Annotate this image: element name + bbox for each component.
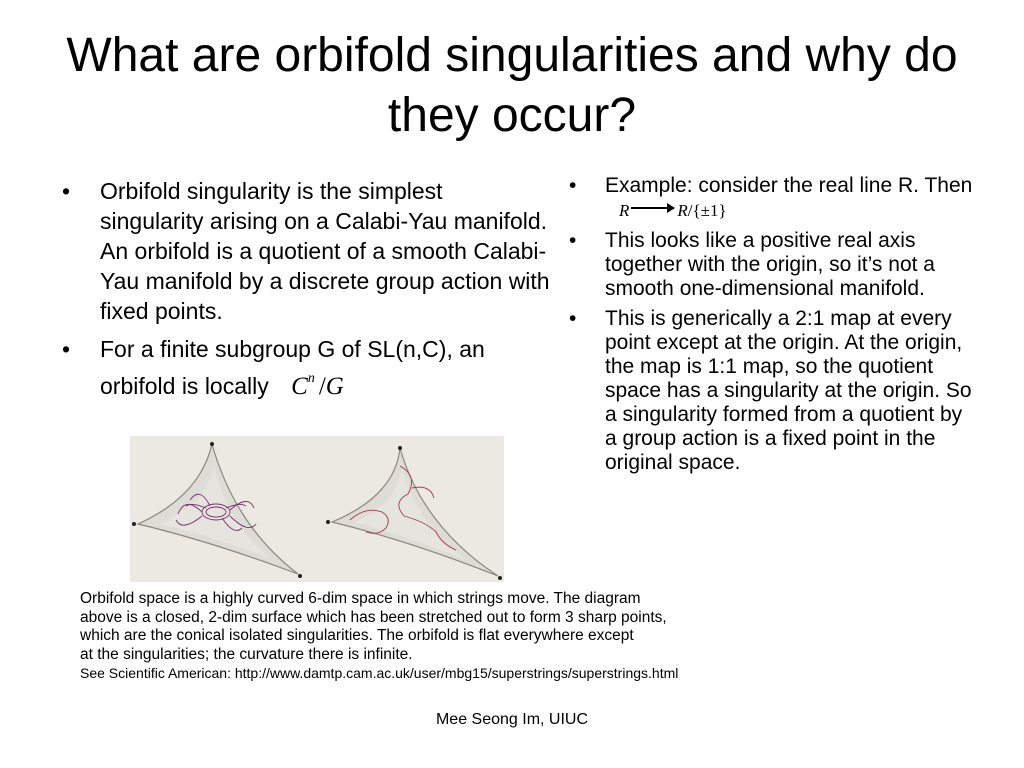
map-source: R <box>619 201 630 220</box>
quotient-map-formula <box>619 199 727 223</box>
map-target: R <box>677 201 688 220</box>
right-bullet-item <box>565 174 975 223</box>
bullet-marker: • <box>62 336 71 362</box>
left-bullet-text: Orbifold singularity is the simplest singularity arising on a Calabi-Yau manifold. An orbifold is a quotient of a smooth Calabi-Yau manifold by a discrete group action with fixed points. <box>100 178 550 324</box>
left-bullet-text: For a finite subgroup G of SL(n,C), an orbifold is locally <box>100 336 485 399</box>
formula-slash: / <box>318 373 326 400</box>
right-bullet-item <box>565 307 975 475</box>
cn-mod-g-formula <box>291 364 344 402</box>
author-credit: Mee Seong Im, UIUC <box>435 711 589 728</box>
right-bullet-text: This looks like a positive real axis together with the origin, so it’s not a smooth one-dimensional manifold. <box>605 229 935 300</box>
map-arrow-icon <box>631 203 675 213</box>
formula-base: C <box>291 373 308 400</box>
caption-line: at the singularities; the curvature there is infinite. <box>80 645 413 663</box>
left-bullet-list <box>58 176 550 402</box>
formula-exponent: n <box>307 371 315 386</box>
bullet-marker: • <box>569 229 577 252</box>
orbifold-surface-drawing <box>130 436 504 582</box>
right-bullet-text: This is generically a 2:1 map at every point except at the origin. At the origin, the map is 1:1 map, so the quotient space has a singularity at the origin. So a singularity formed from a quotient by a group action is a fixed point in the original space. <box>605 307 972 474</box>
reference-link[interactable]: See Scientific American: http://www.damtp.cam.ac.uk/user/mbg15/superstrings/superstrings.html <box>80 665 679 681</box>
caption-line: above is a closed, 2-dim surface which has been stretched out to form 3 sharp points, <box>80 608 667 626</box>
bullet-marker: • <box>62 178 71 204</box>
right-bullet-text: Example: consider the real line R. Then <box>605 174 973 197</box>
orbifold-surface-figure <box>130 436 504 582</box>
caption-line: Orbifold space is a highly curved 6-dim space in which strings move. The diagram <box>80 590 641 607</box>
bullet-marker: • <box>569 174 577 197</box>
left-bullet-item <box>58 176 550 326</box>
right-bullet-item <box>565 229 975 301</box>
formula-group: G <box>325 373 344 400</box>
slide-footer <box>0 710 1024 730</box>
map-quotient: /{±1} <box>687 201 727 220</box>
left-bullet-item <box>58 334 550 402</box>
bullet-marker: • <box>569 307 577 330</box>
slide-title: What are orbifold singularities and why do they occur? <box>66 29 958 142</box>
caption-line: which are the conical isolated singularities. The orbifold is flat everywhere except <box>80 627 634 644</box>
right-bullet-list <box>565 174 975 475</box>
figure-caption <box>80 590 800 683</box>
